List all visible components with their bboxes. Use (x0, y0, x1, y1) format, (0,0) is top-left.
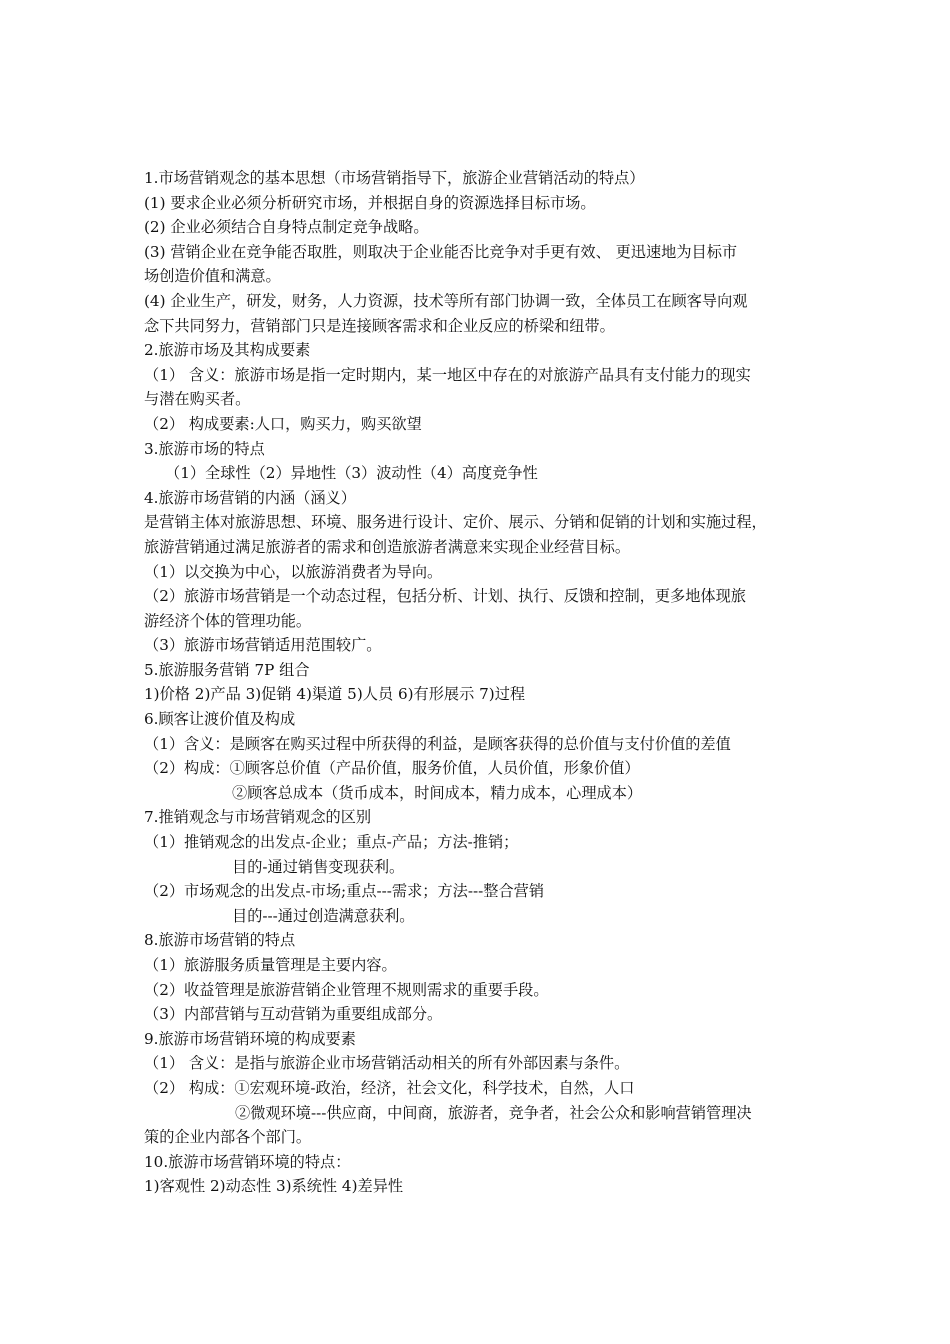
paragraph: (1) 要求企业必须分析研究市场，并根据自身的资源选择目标市场。 (144, 193, 596, 212)
paragraph: 场创造价值和满意。 (144, 267, 281, 286)
heading-6: 6.顾客让渡价值及构成 (144, 710, 296, 729)
paragraph: （2） 构成要素:人口，购买力，购买欲望 (144, 414, 422, 433)
paragraph: （3）内部营销与互动营销为重要组成部分。 (144, 1005, 443, 1024)
paragraph: （1） 含义：是指与旅游企业市场营销活动相关的所有外部因素与条件。 (144, 1054, 630, 1073)
heading-8: 8.旅游市场营销的特点 (144, 931, 296, 950)
paragraph: （2）收益管理是旅游营销企业管理不规则需求的重要手段。 (144, 980, 549, 999)
heading-1: 1.市场营销观念的基本思想（市场营销指导下，旅游企业营销活动的特点） (144, 169, 645, 187)
heading-5: 5.旅游服务营销 7P 组合 (144, 660, 310, 679)
paragraph: 1)客观性 2)动态性 3)系统性 4)差异性 (144, 1177, 404, 1196)
paragraph: 目的-通过销售变现获利。 (232, 857, 405, 876)
heading-7: 7.推销观念与市场营销观念的区别 (144, 808, 372, 827)
paragraph: ②微观环境---供应商，中间商，旅游者，竞争者，社会公众和影响营销管理决 (235, 1103, 752, 1122)
paragraph: 念下共同努力，营销部门只是连接顾客需求和企业反应的桥梁和纽带。 (144, 316, 615, 335)
document-body (144, 166, 812, 1199)
paragraph: （2）构成：①顾客总价值（产品价值，服务价值，人员价值，形象价值） (144, 759, 640, 778)
paragraph: （1） 含义：旅游市场是指一定时期内，某一地区中存在的对旅游产品具有支付能力的现实 (144, 365, 751, 384)
paragraph: 游经济个体的管理功能。 (144, 611, 312, 630)
paragraph: （2）市场观念的出发点-市场;重点---需求；方法---整合营销 (144, 882, 545, 901)
paragraph: （1）以交换为中心，以旅游消费者为导向。 (144, 562, 443, 581)
heading-10: 10.旅游市场营销环境的特点： (144, 1152, 351, 1171)
paragraph: 与潜在购买者。 (144, 390, 251, 409)
paragraph: （1）全球性（2）异地性（3）波动性（4）高度竞争性 (165, 464, 538, 483)
paragraph: （1）推销观念的出发点-企业；重点-产品；方法-推销； (144, 833, 519, 852)
paragraph: （1）旅游服务质量管理是主要内容。 (144, 956, 397, 974)
heading-4: 4.旅游市场营销的内涵（涵义） (144, 488, 356, 507)
paragraph: （2） 构成：①宏观环境-政治，经济，社会文化，科学技术，自然，人口 (144, 1078, 635, 1097)
paragraph: 目的---通过创造满意获利。 (232, 906, 415, 925)
paragraph: (3) 营销企业在竞争能否取胜，则取决于企业能否比竞争对手更有效、 更迅速地为目标市 (144, 242, 738, 261)
paragraph: 旅游营销通过满足旅游者的需求和创造旅游者满意来实现企业经营目标。 (144, 537, 630, 556)
paragraph: (4) 企业生产，研发，财务，人力资源，技术等所有部门协调一致，全体员工在顾客导向观 (144, 291, 748, 310)
paragraph: (2) 企业必须结合自身特点制定竞争战略。 (144, 218, 429, 237)
paragraph: ②顾客总成本（货币成本，时间成本，精力成本，心理成本） (232, 783, 643, 802)
paragraph: （3）旅游市场营销适用范围较广。 (144, 636, 382, 655)
paragraph: （1）含义：是顾客在购买过程中所获得的利益，是顾客获得的总价值与支付价值的差值 (144, 734, 731, 753)
paragraph: （2）旅游市场营销是一个动态过程，包括分析、计划、执行、反馈和控制，更多地体现旅 (144, 587, 746, 606)
paragraph: 策的企业内部各个部门。 (144, 1128, 312, 1147)
heading-2: 2.旅游市场及其构成要素 (144, 341, 311, 360)
paragraph: 是营销主体对旅游思想、环境、服务进行设计、定价、展示、分销和促销的计划和实施过程， (144, 513, 767, 532)
paragraph: 1)价格 2)产品 3)促销 4)渠道 5)人员 6)有形展示 7)过程 (144, 685, 526, 704)
heading-3: 3.旅游市场的特点 (144, 439, 265, 458)
heading-9: 9.旅游市场营销环境的构成要素 (144, 1029, 356, 1048)
